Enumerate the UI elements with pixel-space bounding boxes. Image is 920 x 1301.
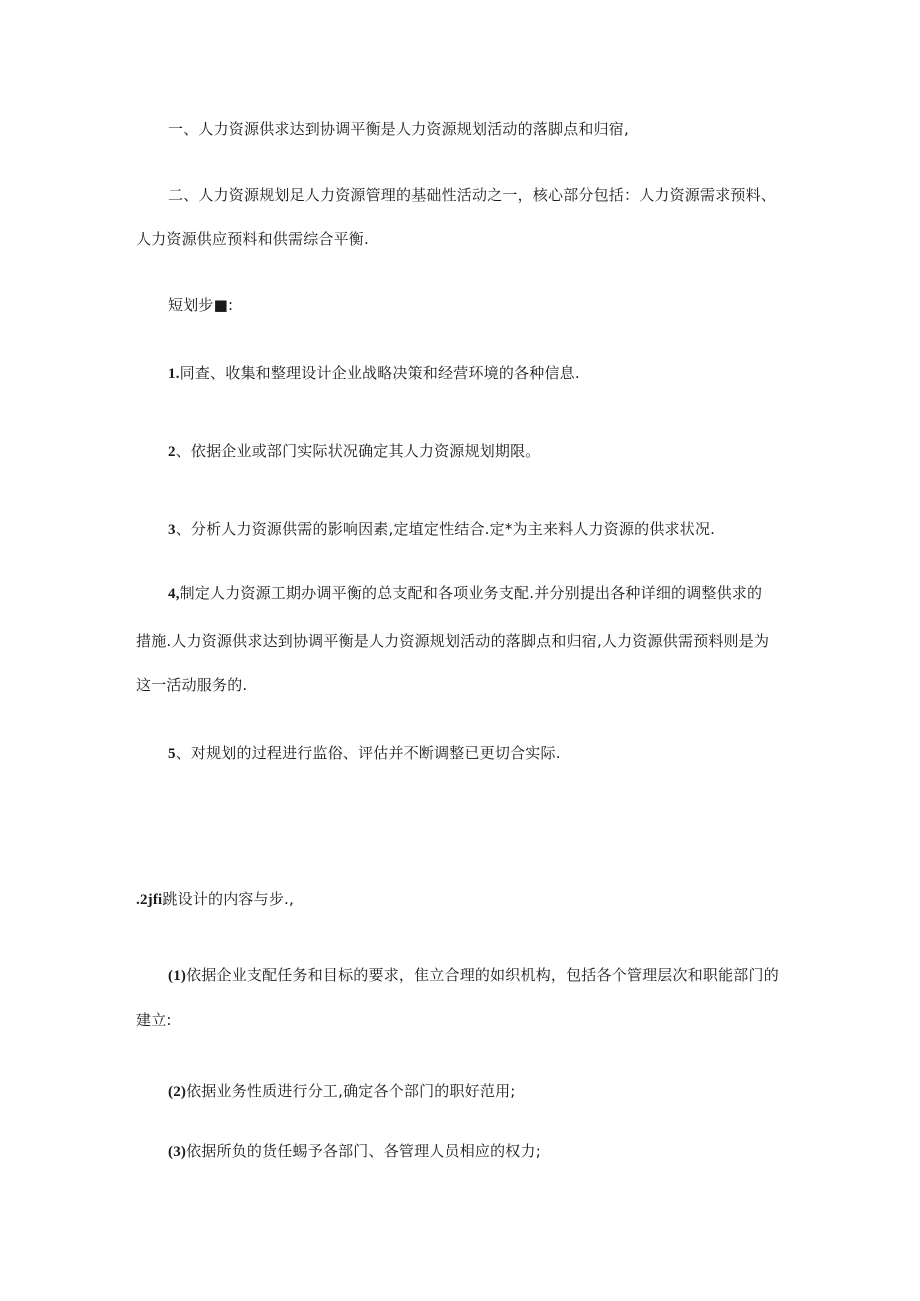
step-4-number: 4, bbox=[168, 586, 180, 602]
step-2-number: 2 bbox=[168, 444, 176, 460]
step-1-number: 1. bbox=[168, 366, 180, 382]
item-1-line-2: 建立: bbox=[136, 1011, 172, 1029]
step-3-number: 3 bbox=[168, 522, 176, 538]
item-2-number: (2) bbox=[168, 1084, 187, 1100]
section-2-heading bbox=[136, 889, 294, 910]
section-2-number: .2jfi bbox=[136, 892, 163, 908]
item-2 bbox=[168, 1081, 516, 1102]
step-2-text: 、依据企业或部门实际状况确定其人力资源规划期限。 bbox=[175, 442, 541, 460]
step-1 bbox=[168, 363, 580, 384]
step-5 bbox=[168, 743, 561, 764]
section-2-title: 跳设计的内容与步., bbox=[162, 890, 294, 908]
step-4-line-3: 这一活动服务的. bbox=[136, 676, 248, 694]
item-1-text: 依据企业支配任务和目标的要求，隹立合理的如织机构，包括各个管理层次和职能部门的 bbox=[186, 966, 779, 984]
step-2 bbox=[168, 441, 541, 462]
step-4-text: 制定人力资源工期办调平衡的总支配和各项业务支配.并分别提出各种详细的调整供求的 bbox=[179, 584, 763, 602]
paragraph-2-line-2: 人力资源供应预料和供需综合平衡. bbox=[136, 230, 369, 248]
item-2-text: 依据业务性质进行分工,确定各个部门的职好范用; bbox=[186, 1082, 516, 1100]
item-3-text: 依据所负的货任蜴予各部门、各管理人员相应的权力; bbox=[186, 1142, 541, 1160]
paragraph-2-line-1: 二、人力资源规划足人力资源管理的基础性活动之一，核心部分包括：人力资源需求预料、 bbox=[168, 186, 777, 204]
short-plan-heading: 短划步■: bbox=[168, 296, 234, 314]
step-5-number: 5 bbox=[168, 746, 176, 762]
step-3 bbox=[168, 519, 715, 540]
step-3-text: 、分析人力资源供需的影响因素,定埴定性结合.定*为主来料人力资源的供求状况. bbox=[175, 520, 716, 538]
step-5-text: 、对规划的过程进行监俗、评估并不断调整已更切合实际. bbox=[175, 744, 561, 762]
item-3 bbox=[168, 1141, 541, 1162]
item-1-line-1 bbox=[168, 965, 779, 986]
paragraph-1: 一、人力资源供求达到协调平衡是人力资源规划活动的落脚点和归宿, bbox=[168, 120, 629, 138]
step-4-line-1 bbox=[168, 583, 762, 604]
step-1-text: 同查、收集和整理设计企业战略决策和经营环境的各种信息. bbox=[179, 364, 580, 382]
step-4-line-2: 措施.人力资源供求达到协调平衡是人力资源规划活动的落脚点和归宿,人力资源供需预料则是为 bbox=[136, 632, 770, 650]
item-1-number: (1) bbox=[168, 968, 187, 984]
item-3-number: (3) bbox=[168, 1144, 187, 1160]
